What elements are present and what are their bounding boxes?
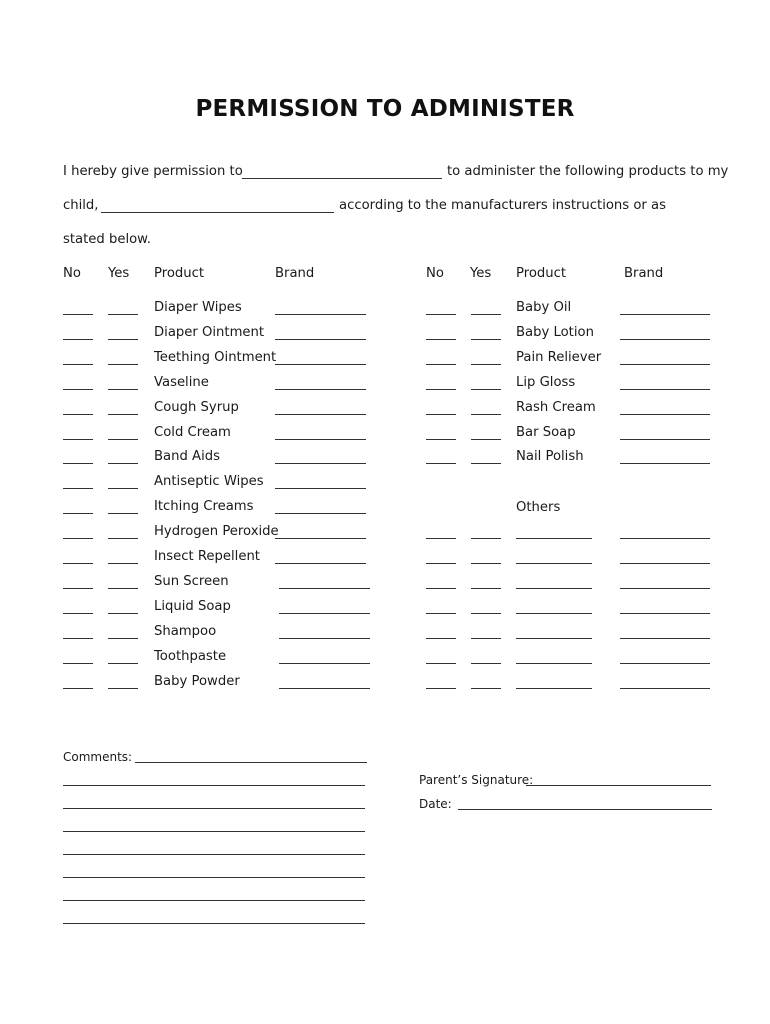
other-product-field[interactable] [516,588,592,589]
left-yes-checkbox-line[interactable] [108,389,138,390]
intro-line2-prefix: child, [63,198,99,213]
page-title: PERMISSION TO ADMINISTER [195,96,575,122]
left-product-header: Product [154,266,205,281]
left-product-name: Vaseline [154,375,209,390]
left-product-name: Sun Screen [154,574,229,589]
right-yes-header: Yes [470,266,492,281]
left-brand-field[interactable] [275,414,366,415]
right-no-checkbox-line[interactable] [426,439,456,440]
left-no-checkbox-line[interactable] [63,613,93,614]
comments-label: Comments: [63,750,133,764]
other-no-checkbox-line[interactable] [426,638,456,639]
other-yes-checkbox-line[interactable] [471,638,501,639]
left-brand-field[interactable] [275,314,366,315]
left-no-checkbox-line[interactable] [63,463,93,464]
left-yes-checkbox-line[interactable] [108,638,138,639]
left-yes-checkbox-line[interactable] [108,463,138,464]
other-yes-checkbox-line[interactable] [471,538,501,539]
right-no-checkbox-line[interactable] [426,389,456,390]
left-brand-field[interactable] [275,463,366,464]
right-no-checkbox-line[interactable] [426,463,456,464]
left-no-checkbox-line[interactable] [63,688,93,689]
other-no-checkbox-line[interactable] [426,563,456,564]
left-brand-field[interactable] [275,488,366,489]
right-brand-field[interactable] [620,314,710,315]
other-brand-field[interactable] [620,563,710,564]
right-product-name: Baby Lotion [516,325,594,340]
right-brand-field[interactable] [620,389,710,390]
right-no-checkbox-line[interactable] [426,364,456,365]
comments-line[interactable] [135,762,367,763]
left-product-name: Shampoo [154,624,217,639]
date-label: Date: [419,797,452,811]
left-product-name: Itching Creams [154,499,254,514]
right-yes-checkbox-line[interactable] [471,314,501,315]
right-no-header: No [426,266,444,281]
left-brand-field[interactable] [275,563,366,564]
left-yes-checkbox-line[interactable] [108,613,138,614]
other-brand-field[interactable] [620,613,710,614]
caregiver-name-field[interactable] [242,178,442,179]
other-product-field[interactable] [516,663,592,664]
left-yes-checkbox-line[interactable] [108,339,138,340]
signature-field[interactable] [526,785,711,786]
other-no-checkbox-line[interactable] [426,538,456,539]
left-product-name: Hydrogen Peroxide [154,524,279,539]
left-no-checkbox-line[interactable] [63,414,93,415]
left-yes-checkbox-line[interactable] [108,488,138,489]
left-brand-field[interactable] [279,688,370,689]
left-brand-field[interactable] [275,513,366,514]
comment-line[interactable] [63,877,365,878]
left-yes-checkbox-line[interactable] [108,364,138,365]
right-product-name: Nail Polish [516,449,584,464]
left-product-name: Teething Ointment [154,350,277,365]
right-no-checkbox-line[interactable] [426,314,456,315]
left-no-checkbox-line[interactable] [63,538,93,539]
child-name-field[interactable] [101,212,334,213]
other-yes-checkbox-line[interactable] [471,588,501,589]
left-brand-field[interactable] [275,538,366,539]
right-yes-checkbox-line[interactable] [471,414,501,415]
left-no-checkbox-line[interactable] [63,364,93,365]
right-yes-checkbox-line[interactable] [471,364,501,365]
other-product-field[interactable] [516,688,592,689]
others-label: Others [516,500,561,515]
left-no-checkbox-line[interactable] [63,663,93,664]
left-yes-checkbox-line[interactable] [108,414,138,415]
right-product-name: Lip Gloss [516,375,576,390]
other-product-field[interactable] [516,638,592,639]
left-yes-checkbox-line[interactable] [108,439,138,440]
right-no-checkbox-line[interactable] [426,339,456,340]
signature-label: Parent’s Signature: [419,773,534,787]
left-yes-checkbox-line[interactable] [108,688,138,689]
right-brand-field[interactable] [620,339,710,340]
right-brand-header: Brand [624,266,664,281]
left-yes-checkbox-line[interactable] [108,663,138,664]
right-brand-field[interactable] [620,414,710,415]
comment-line[interactable] [63,923,365,924]
left-no-header: No [63,266,81,281]
left-yes-checkbox-line[interactable] [108,538,138,539]
right-brand-field[interactable] [620,364,710,365]
left-product-name: Band Aids [154,449,220,464]
right-product-name: Pain Reliever [516,350,602,365]
left-brand-field[interactable] [279,613,370,614]
intro-line1-prefix: I hereby give permission to [63,164,243,179]
left-product-name: Diaper Ointment [154,325,265,340]
other-no-checkbox-line[interactable] [426,613,456,614]
right-product-name: Baby Oil [516,300,572,315]
other-product-field[interactable] [516,538,592,539]
left-yes-checkbox-line[interactable] [108,563,138,564]
other-no-checkbox-line[interactable] [426,588,456,589]
left-product-name: Baby Powder [154,674,240,689]
other-product-field[interactable] [516,563,592,564]
other-yes-checkbox-line[interactable] [471,613,501,614]
right-product-header: Product [516,266,567,281]
left-brand-field[interactable] [275,439,366,440]
left-no-checkbox-line[interactable] [63,339,93,340]
left-yes-checkbox-line[interactable] [108,314,138,315]
other-product-field[interactable] [516,613,592,614]
left-brand-field[interactable] [279,663,370,664]
intro-line3: stated below. [63,232,151,247]
right-yes-checkbox-line[interactable] [471,463,501,464]
comment-line[interactable] [63,831,365,832]
left-product-name: Toothpaste [154,649,227,664]
left-brand-field[interactable] [275,389,366,390]
left-yes-checkbox-line[interactable] [108,588,138,589]
left-product-name: Diaper Wipes [154,300,242,315]
left-no-checkbox-line[interactable] [63,389,93,390]
left-product-name: Cough Syrup [154,400,239,415]
other-brand-field[interactable] [620,538,710,539]
comment-line[interactable] [63,900,365,901]
left-no-checkbox-line[interactable] [63,638,93,639]
right-product-name: Rash Cream [516,400,596,415]
other-no-checkbox-line[interactable] [426,663,456,664]
other-no-checkbox-line[interactable] [426,688,456,689]
left-no-checkbox-line[interactable] [63,588,93,589]
left-brand-field[interactable] [279,588,370,589]
right-yes-checkbox-line[interactable] [471,389,501,390]
left-yes-checkbox-line[interactable] [108,513,138,514]
right-product-name: Bar Soap [516,425,576,440]
left-no-checkbox-line[interactable] [63,488,93,489]
left-brand-header: Brand [275,266,315,281]
right-no-checkbox-line[interactable] [426,414,456,415]
other-yes-checkbox-line[interactable] [471,663,501,664]
left-yes-header: Yes [108,266,130,281]
left-no-checkbox-line[interactable] [63,563,93,564]
left-brand-field[interactable] [275,339,366,340]
right-brand-field[interactable] [620,463,710,464]
right-brand-field[interactable] [620,439,710,440]
other-brand-field[interactable] [620,638,710,639]
left-no-checkbox-line[interactable] [63,513,93,514]
left-no-checkbox-line[interactable] [63,439,93,440]
left-product-name: Antiseptic Wipes [154,474,264,489]
right-yes-checkbox-line[interactable] [471,439,501,440]
left-no-checkbox-line[interactable] [63,314,93,315]
left-product-name: Cold Cream [154,425,231,440]
left-product-name: Liquid Soap [154,599,231,614]
intro-line1-suffix: to administer the following products to my [447,164,729,179]
intro-line2-suffix: according to the manufacturers instructions or as [339,198,666,213]
left-product-name: Insect Repellent [154,549,260,564]
other-yes-checkbox-line[interactable] [471,688,501,689]
other-yes-checkbox-line[interactable] [471,563,501,564]
date-field[interactable] [458,809,712,810]
right-yes-checkbox-line[interactable] [471,339,501,340]
left-brand-field[interactable] [275,364,366,365]
comment-line[interactable] [63,785,365,786]
other-brand-field[interactable] [620,588,710,589]
left-brand-field[interactable] [279,638,370,639]
comment-line[interactable] [63,854,365,855]
comment-line[interactable] [63,808,365,809]
other-brand-field[interactable] [620,688,710,689]
other-brand-field[interactable] [620,663,710,664]
